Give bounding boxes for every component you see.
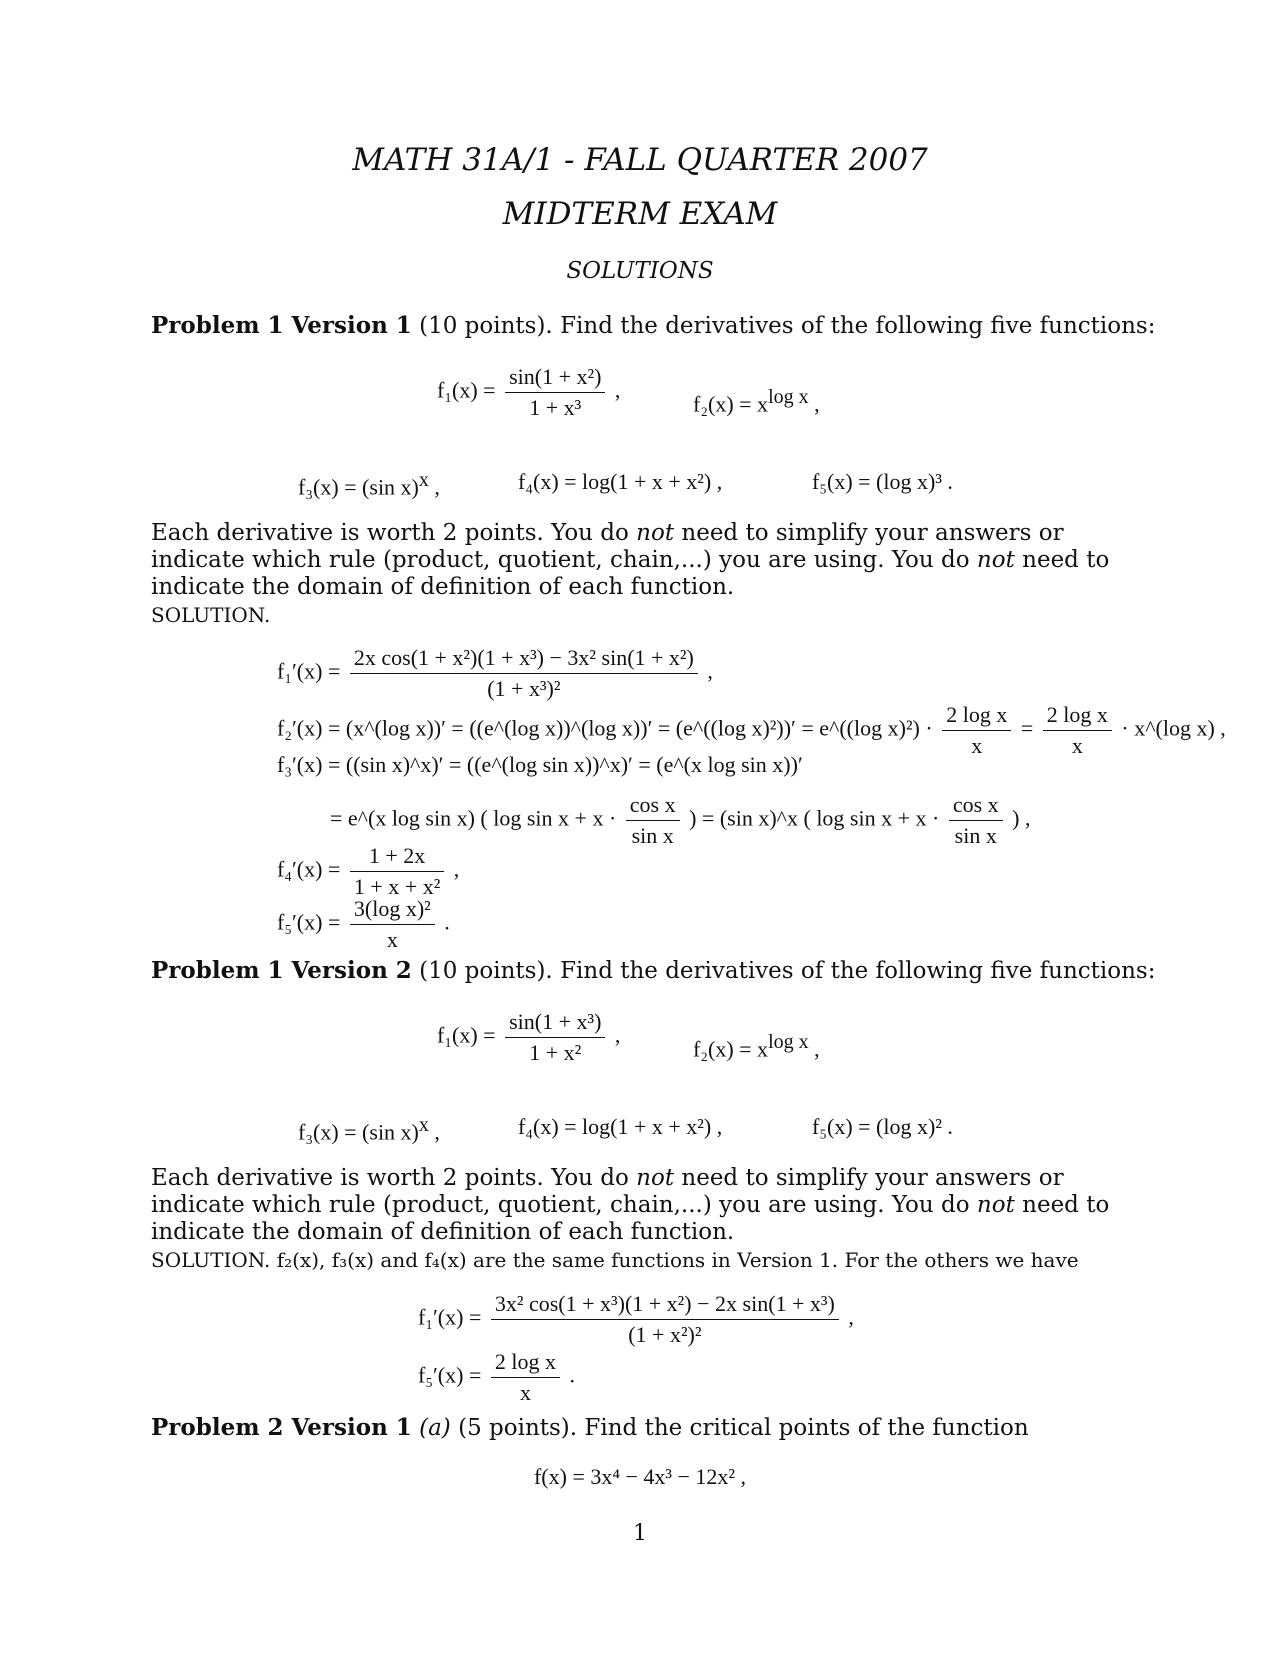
f2-base: f₂(x) = x [693,1036,769,1062]
p1v2-d1: f₁′(x) = $\frac{\text{3x² cos(1 + x³)(1 + x²) − 2x sin(1 + x³)}}{\text{(1 + x²)²}}$ , [418,1291,854,1347]
d2-fraction [942,702,1011,759]
d3-fraction-2 [949,792,1003,849]
d3-lhs: f₃′(x) = [277,752,341,777]
problem-prompt: Find the critical points of the function [584,1415,1029,1441]
d5-lhs: f₅′(x) = [277,909,341,935]
d3-line1: ((sin x)^x)′ = ((e^(log sin x))^x)′ = (e^(x log sin x))′ [345,752,803,777]
p1v1-d4: f₄′(x) = $\frac{1 + 2x}{\text{1 + x + x²}}$ , [277,843,460,899]
p1v2-f1: f₁(x) = $\frac{\text{sin(1 + x³)}}{\text{1 + x²}}$ , [437,1009,621,1065]
f1-numerator: sin(1 + x²) [505,364,605,393]
d3-cos: cos x [626,792,680,821]
d4-numerator: 1 + 2x [350,843,444,872]
problem-points: (10 points). [419,958,553,984]
p1v2-f4: f₄(x) = log(1 + x + x²) , [518,1114,723,1139]
p1v1-f3: f₃(x) = (sin x)$^x$ , [298,469,440,500]
f3-base: f₃(x) = (sin x) [298,474,419,500]
d5-denominator: x [519,1380,531,1405]
d4-fraction [350,843,444,900]
p1v1-d3-line1 [277,752,803,778]
d5-numerator: 2 log x [491,1349,560,1378]
d1-denominator: (1 + x³)² [487,676,561,701]
problem-label: Problem 2 Version 1 [151,1414,412,1441]
p1v1-f4: f₄(x) = log(1 + x + x²) , [518,469,723,494]
d3-fraction [626,792,680,849]
d2-frac2-denominator: x [1071,733,1083,758]
problem-prompt: Find the derivatives of the following five functions: [560,958,1156,984]
p1v2-f2: $f_2(x) = x^{log x}$ , [693,1031,820,1062]
d3-line2-end: ) , [1012,805,1031,831]
p1v2-solution-text: SOLUTION. f₂(x), f₃(x) and f₄(x) are the same functions in Version 1. For the others we have [151,1248,1079,1272]
p1v1-d1: f₁′(x) = $\frac{\text{2x cos(1 + x²)(1 + x³) − 3x² sin(1 + x²)}}{\text{(1 + x³)²}}$ , [277,645,713,701]
f1-lhs: f₁(x) = [437,1022,496,1048]
d1-lhs: f₁′(x) = [277,658,341,684]
d2-tail: · x^(log x) , [1121,715,1226,741]
f2-exponent: log x [768,1031,809,1053]
problem1v1-heading [151,312,1155,339]
d5-lhs: f₅′(x) = [418,1362,482,1388]
problem-prompt: Find the derivatives of the following five functions: [560,313,1156,339]
d1-fraction [491,1291,839,1348]
d4-lhs: f₄′(x) = [277,856,341,882]
f1-denominator: 1 + x³ [529,395,582,420]
instructions-part-c: need to indicate the domain of definition of each function. [151,1192,1110,1245]
f3-base: f₃(x) = (sin x) [298,1119,419,1145]
d1-numerator: 3x² cos(1 + x³)(1 + x²) − 2x sin(1 + x³) [491,1291,839,1320]
d2-frac2-numerator: 2 log x [1043,702,1112,731]
d2-lhs: f₂′(x) = [277,715,341,741]
f2-exponent: log x [768,386,809,408]
page-number: 1 [633,1521,647,1546]
f3-exponent: x [418,469,429,491]
d5-fraction [350,896,435,953]
d2-body: (x^(log x))′ = ((e^(log x))^(log x))′ = (e^((log x)²))′ = e^((log x)²) · [345,715,933,741]
p1v2-f5: f₅(x) = (log x)² . [812,1114,953,1139]
problem-points: (5 points). [458,1415,578,1441]
d3-cos-2: cos x [949,792,1003,821]
d3-sin: sin x [631,823,674,848]
p1v2-f3: f₃(x) = (sin x)$^x$ , [298,1114,440,1145]
exam-title-line1: MATH 31A/1 - FALL QUARTER 2007 [352,142,928,178]
problem-points: (10 points). [419,313,553,339]
d5-denominator: x [386,927,398,952]
f3-exponent: x [418,1114,429,1136]
p1v1-solution-label: SOLUTION. [151,603,271,627]
d1-lhs: f₁′(x) = [418,1304,482,1330]
d1-denominator: (1 + x²)² [628,1322,702,1347]
p1v1-f2: $f_2(x) = x^{log x}$ , [693,386,820,417]
p1v1-f1: f₁(x) = $\frac{\text{sin(1 + x²)}}{\text{1 + x³}}$ , [437,364,621,420]
p1v1-d3-line2 [330,792,1031,849]
emphasis-not: not [636,520,675,546]
f1-fraction [505,364,605,421]
f1-fraction [505,1009,605,1066]
p1v1-f5: f₅(x) = (log x)³ . [812,469,953,494]
d3-line2-start: = e^(x log sin x) ( log sin x + x · [330,805,617,831]
solutions-subtitle: SOLUTIONS [566,258,714,284]
instructions-part-c: need to indicate the domain of definition of each function. [151,547,1110,600]
instructions-part-a: Each derivative is worth 2 points. You do [151,1165,637,1191]
p2v1-function: f(x) = 3x⁴ − 4x³ − 12x² , [533,1464,747,1489]
d2-frac-numerator: 2 log x [942,702,1011,731]
instructions-part-a: Each derivative is worth 2 points. You do [151,520,637,546]
p1v1-d5: f₅′(x) = $\frac{\text{3(log x)²}}{x}$ . [277,896,450,952]
d3-line2-middle: ) = (sin x)^x ( log sin x + x · [689,805,940,831]
f2-base: f₂(x) = x [693,391,769,417]
problem-label: Problem 1 Version 1 [151,312,412,339]
d5-numerator: 3(log x)² [350,896,435,925]
emphasis-not-2: not [976,1192,1015,1218]
p1v1-instructions [151,520,1136,601]
problem1v2-heading [151,957,1155,984]
d2-fraction-2 [1043,702,1112,759]
f1-denominator: 1 + x² [529,1040,582,1065]
p1v2-d5: f₅′(x) = $\frac{\text{2 log x}}{x}$ . [418,1349,575,1405]
d3-sin-2: sin x [954,823,997,848]
instructions-part-b: need to simplify your answers or indicate which rule (product, quotient, chain,...) you are using. You do [151,1165,1064,1218]
problem-part: (a) [419,1415,451,1441]
f1-lhs: f₁(x) = [437,377,496,403]
d1-numerator: 2x cos(1 + x²)(1 + x³) − 3x² sin(1 + x²) [350,645,698,674]
f1-numerator: sin(1 + x³) [505,1009,605,1038]
instructions-part-b: need to simplify your answers or indicate which rule (product, quotient, chain,...) you are using. You do [151,520,1064,573]
exam-title-line2: MIDTERM EXAM [502,196,778,232]
d1-fraction [350,645,698,702]
emphasis-not: not [636,1165,675,1191]
p1v2-instructions [151,1165,1136,1246]
emphasis-not-2: not [976,547,1015,573]
d5-fraction [491,1349,560,1406]
d2-frac-denominator: x [971,733,983,758]
problem-label: Problem 1 Version 2 [151,957,412,984]
p1v1-d2: f₂′(x) = (x^(log x))′ = ((e^(log x))^(log x))′ = (e^((log x)²))′ = e^((log x)²) · $\frac{\text{2 log x}}{x}$ = $\frac{\text{2 log x}}{x}$ · x^(log x) , [277,702,1226,758]
problem2v1-heading [151,1414,1029,1441]
d4-denominator: 1 + x + x² [353,874,441,899]
